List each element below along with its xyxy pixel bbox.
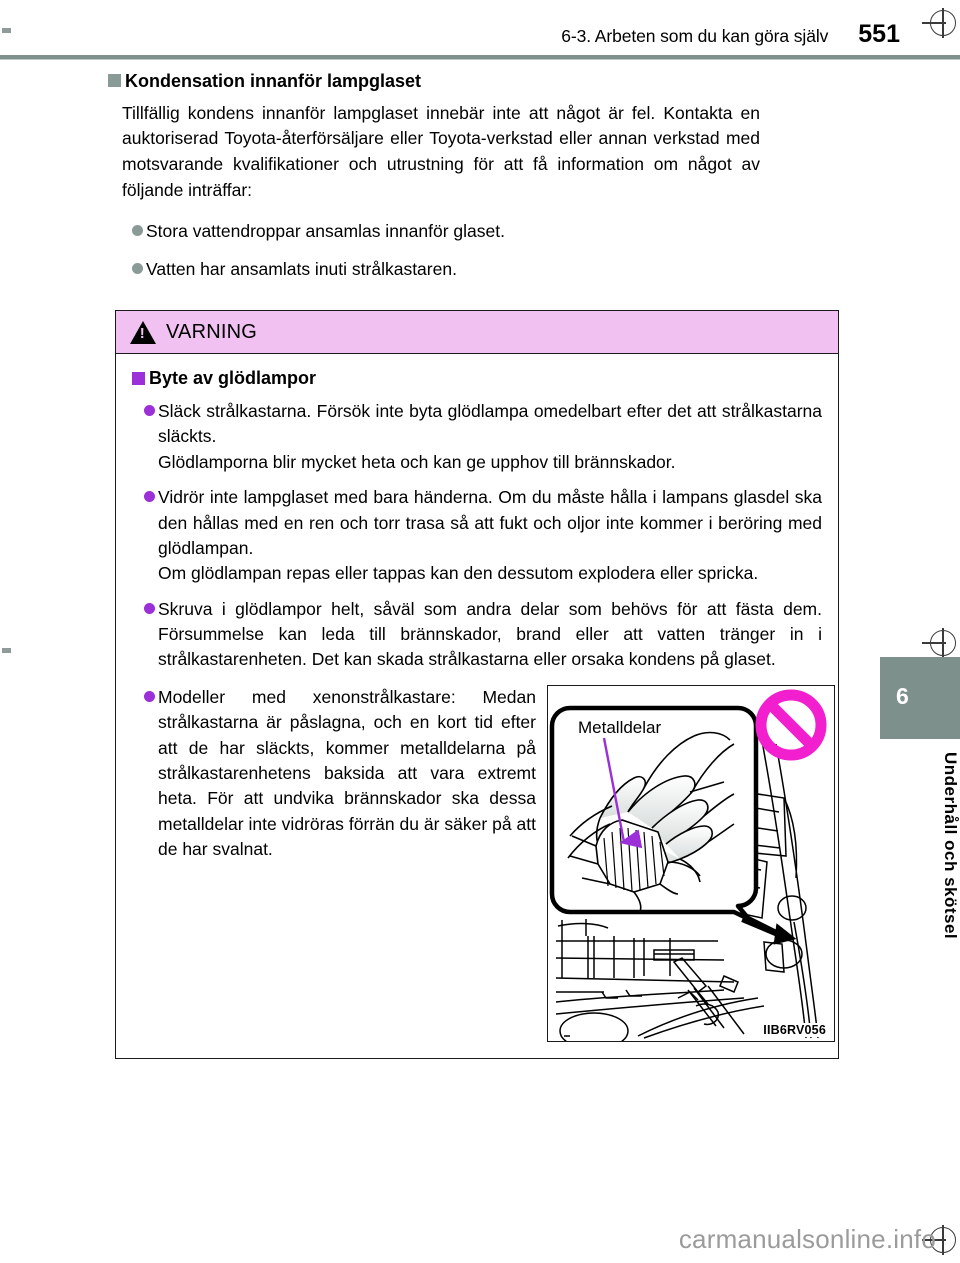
- figure-column: [547, 685, 835, 1042]
- warning-item-paragraph: Modeller med xenonstrålkastare: Medan strålkastarna är påslagna, och en kort tid efter att de har släckts, kommer metalldelarna på strålkastarenhetens baksida att vara extremt heta. För att undvika brännskador ska dessa metalldelar inte vidröras förrän du är säker på att de har svalnat.: [158, 686, 536, 859]
- warning-item: [144, 399, 822, 475]
- warning-item-paragraph: Vidrör inte lampglaset med bara händerna. Om du måste hålla i lampans glasdel ska den hållas med en ren och torr trasa så att fukt och oljor inte kommer i beröring med glödlampan.: [158, 487, 822, 558]
- warning-final-text-column: [144, 685, 539, 1042]
- list-item-text: Stora vattendroppar ansamlas innanför glaset.: [146, 221, 505, 242]
- list-item: [132, 257, 860, 282]
- warning-final-row: [144, 685, 826, 1042]
- chapter-tab: [880, 657, 960, 739]
- warning-title-bar: [116, 311, 838, 354]
- dot-bullet-icon: [144, 405, 155, 416]
- dot-bullet-icon: [144, 603, 155, 614]
- warning-item: [144, 685, 539, 863]
- site-watermark: carmanualsonline.info: [678, 1224, 936, 1254]
- registration-mark-top-right: [922, 8, 954, 40]
- section-bullet-list: [132, 219, 860, 282]
- engine-bay-line-drawing: [548, 686, 834, 1041]
- dot-bullet-icon: [132, 263, 143, 274]
- section-heading: [108, 60, 860, 93]
- dot-bullet-icon: [144, 491, 155, 502]
- dot-bullet-icon: [132, 225, 143, 236]
- warning-item-list: [144, 399, 826, 1042]
- list-item: [132, 219, 860, 244]
- square-bullet-icon: [108, 74, 121, 87]
- page-number: 551: [858, 20, 900, 48]
- warning-item-body: [158, 597, 822, 673]
- warning-item-paragraph: Skruva i glödlampor helt, såväl som andra delar som behövs för att fästa dem. Försummelse kan leda till brännskador, brand eller att vatten tränger in i strålkastarenheten. Det kan skada strålkastarna eller orsaka kondens på glaset.: [158, 598, 822, 670]
- registration-mark-mid-right: [922, 628, 954, 660]
- square-bullet-icon: [132, 372, 145, 385]
- warning-item: [144, 597, 822, 673]
- dot-bullet-icon: [144, 691, 155, 702]
- figure-code: IIB6RV056: [763, 1022, 826, 1037]
- section-paragraph: Tillfällig kondens innanför lampglaset innebär inte att något är fel. Kontakta en auktoriserad Toyota-återförsäljare eller Toyota-verkstad eller annan verkstad med motsvarande kvalifikationer och utrustning för att få information om något av följande inträffar:: [122, 102, 760, 200]
- warning-title-text: VARNING: [166, 320, 258, 343]
- chapter-number: 6: [896, 683, 909, 709]
- warning-item-body: [158, 685, 536, 863]
- warning-item-body: [158, 399, 822, 475]
- crop-tick-mid-left: [2, 648, 11, 653]
- figure-callout-label: Metalldelar: [578, 717, 662, 737]
- header-inner: [0, 20, 900, 49]
- page-header: [0, 0, 960, 56]
- warning-triangle-icon: [130, 321, 156, 344]
- warning-body: [116, 354, 838, 1058]
- warning-subheading-text: Byte av glödlampor: [149, 368, 317, 388]
- chapter-title: Underhåll och skötsel: [941, 752, 960, 940]
- warning-item-paragraph: Om glödlampan repas eller tappas kan den dessutom explodera eller spricka.: [158, 563, 759, 584]
- warning-subheading: [132, 368, 822, 389]
- crop-tick-top-left: [2, 28, 11, 33]
- warning-item-body: [158, 485, 822, 587]
- warning-item: [144, 485, 822, 587]
- list-item-text: Vatten har ansamlats inuti strålkastaren.: [146, 258, 457, 279]
- header-section-title: 6-3. Arbeten som du kan göra själv: [561, 26, 829, 46]
- headlight-illustration: [547, 685, 835, 1042]
- warning-item-paragraph: Glödlamporna blir mycket heta och kan ge upphov till brännskador.: [158, 451, 676, 472]
- main-content: [0, 60, 860, 294]
- warning-item-paragraph: Släck strålkastarna. Försök inte byta glödlampa omedelbart efter det att strålkastarna släckts.: [158, 401, 822, 447]
- section-heading-text: Kondensation innanför lampglaset: [125, 71, 422, 91]
- warning-box: [115, 310, 839, 1059]
